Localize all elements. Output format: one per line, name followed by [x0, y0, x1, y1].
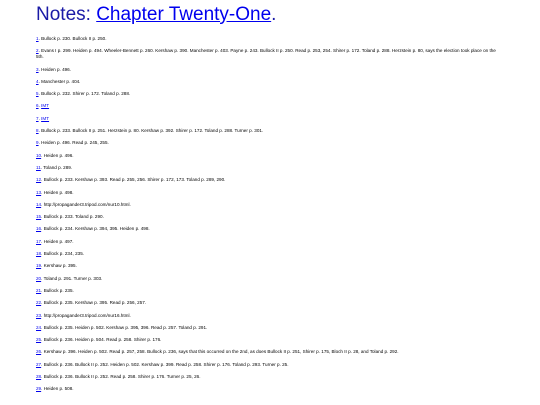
page-title [36, 4, 504, 26]
note-number-link[interactable]: 22 [36, 300, 42, 306]
note-item: 23. http://propagander3.tripod.com/nur16.html. [36, 312, 131, 318]
note-item: 12. Bullock p. 233. Kershaw p. 393. Read p. 255, 256. Shirer p. 172, 173. Toland p. 289, 290. [36, 177, 226, 183]
note-number-link[interactable]: 12 [36, 177, 42, 183]
note-item: 7. IMT [36, 115, 50, 121]
note-number-link[interactable]: 14 [36, 201, 42, 207]
note-text: Kershaw p. 395. [43, 263, 77, 269]
note-text: Bullock p. 235. Heiden p. 502. Kershaw p. 395, 396. Read p. 257. Toland p. 291. [43, 324, 208, 330]
note-text: Heiden p. 508. [43, 386, 74, 392]
note-item: 10. Heiden p. 496. [36, 152, 74, 158]
note-item: 24. Bullock p. 235. Heiden p. 502. Kershaw p. 395, 396. Read p. 257. Toland p. 291. [36, 324, 208, 330]
note-item: 22. Bullock p. 235. Kershaw p. 395. Read p. 256, 257. [36, 300, 147, 306]
note-item: 27. Bullock p. 236. Bullock II p. 252. Heiden p. 502. Kershaw p. 399. Read p. 258. Shirer p. 176. Toland p. 293. Turner p. 25. [36, 361, 289, 367]
note-text: Toland p. 291. Turner p. 303. [43, 275, 103, 281]
note-text: Bullock p. 232. Shirer p. 172. Toland p. 288. [41, 91, 131, 97]
note-item: 1. Bullock p. 230. Bullock II p. 250. [36, 36, 107, 41]
note-item: 11. Toland p. 289. [36, 164, 73, 170]
note-text: Bullock p. 233. Bullock II p. 251. Herzstein p. 80. Kershaw p. 392. Shirer p. 172. Toland p. 288. Turner p. 301. [41, 128, 264, 134]
note-text: Toland p. 289. [43, 164, 73, 170]
note-number-link[interactable]: 13 [36, 189, 42, 195]
note-number-link[interactable]: 10 [36, 152, 42, 158]
note-text: Bullock p. 234, 235. [43, 251, 85, 257]
note-text: Bullock p. 230. Bullock II p. 250. [41, 36, 107, 41]
note-item: 15. Bullock p. 233. Toland p. 290. [36, 214, 104, 220]
note-item: 26. Kershaw p. 396. Heiden p. 502. Read p. 257, 258. Bullock p. 236, says that this occurred on the 2nd, as does Bullock II p. 251, Shirer p. 175, Bloch II p. 28, and Toland p. 292. [36, 349, 399, 355]
note-number-link[interactable]: 17 [36, 238, 42, 244]
note-text: Kershaw p. 396. Heiden p. 502. Read p. 257, 258. Bullock p. 236, says that this occurred on the 2nd, as does Bullock II p. 251, Shirer p. 175, Bloch II p. 28, and Toland p. 292. [43, 349, 399, 355]
note-text: Heiden p. 498. [43, 189, 74, 195]
note-number-link[interactable]: 29 [36, 386, 42, 392]
note-text: Bullock p. 236. Bullock II p. 252. Read p. 258. Shirer p. 176. Turner p. 25, 26. [43, 374, 201, 380]
note-number-link[interactable]: 5 [36, 91, 39, 97]
note-text: http://propagander3.tripod.com/nur16.html. [43, 312, 131, 318]
note-number-link[interactable]: 21 [36, 287, 42, 293]
note-number-link[interactable]: 8 [36, 128, 39, 134]
note-item: 20. Toland p. 291. Turner p. 303. [36, 275, 103, 281]
note-number-link[interactable]: 6 [36, 103, 39, 109]
note-source-link[interactable]: IMT [41, 115, 50, 121]
note-number-link[interactable]: 26 [36, 349, 42, 355]
note-number-link[interactable]: 15 [36, 214, 42, 220]
note-item: 9. Heiden p. 496. Read p. 245, 255. [36, 140, 109, 146]
note-text: Bullock p. 236. Bullock II p. 252. Heiden p. 502. Kershaw p. 399. Read p. 258. Shirer p. 176. Toland p. 293. Turner p. 25. [43, 361, 289, 367]
note-number-link[interactable]: 7 [36, 115, 39, 121]
note-item: 19. Kershaw p. 395. [36, 263, 77, 269]
note-item: 6. IMT [36, 103, 50, 109]
note-item: 5. Bullock p. 232. Shirer p. 172. Toland p. 288. [36, 91, 131, 97]
note-number-link[interactable]: 16 [36, 226, 42, 232]
note-number-link[interactable]: 9 [36, 140, 39, 146]
note-item: 3. Heiden p. 496. [36, 66, 72, 72]
note-number-link[interactable]: 19 [36, 263, 42, 269]
note-item: 29. Heiden p. 508. [36, 386, 74, 392]
note-item: 8. Bullock p. 233. Bullock II p. 251. Herzstein p. 80. Kershaw p. 392. Shirer p. 172. Toland p. 288. Turner p. 301. [36, 128, 264, 134]
note-item: 16. Bullock p. 234. Kershaw p. 394, 395. Heiden p. 498. [36, 226, 150, 232]
note-number-link[interactable]: 11 [36, 164, 41, 170]
note-text: Bullock p. 234. Kershaw p. 394, 395. Heiden p. 498. [43, 226, 150, 232]
note-item: 14. http://propagander3.tripod.com/nur10.html. [36, 201, 131, 207]
note-text: Evans I p. 299. Heiden p. 494. Wheeler-Bennett p. 260. Kershaw p. 390. Manchester p. 403. Payne p. 243. Bullock II p. 250. Read p. 253, 254. Shirer p. 172. Toland p. 288. Herzstein p. 80, says the election took place on the 5th. [36, 48, 496, 60]
note-text: Bullock p. 236. Heiden p. 504. Read p. 258. Shirer p. 176. [43, 337, 162, 343]
note-number-link[interactable]: 1 [36, 36, 39, 41]
note-number-link[interactable]: 3 [36, 66, 39, 72]
note-number-link[interactable]: 28 [36, 374, 42, 380]
note-text: Bullock p. 233. Kershaw p. 393. Read p. 255, 256. Shirer p. 172, 173. Toland p. 289, 290. [43, 177, 226, 183]
note-text: Bullock p. 235. Kershaw p. 395. Read p. 256, 257. [43, 300, 147, 306]
note-number-link[interactable]: 27 [36, 361, 42, 367]
note-item: 28. Bullock p. 236. Bullock II p. 252. Read p. 258. Shirer p. 176. Turner p. 25, 26. [36, 374, 201, 380]
note-item: 21. Bullock p. 235. [36, 287, 74, 293]
note-number-link[interactable]: 24 [36, 324, 42, 330]
note-text: Heiden p. 497. [43, 238, 74, 244]
note-text: http://propagander3.tripod.com/nur10.html. [43, 201, 131, 207]
note-item: 18. Bullock p. 234, 235. [36, 251, 85, 257]
note-text: Heiden p. 496. [41, 66, 72, 72]
note-number-link[interactable]: 2 [36, 48, 39, 54]
title-prefix: Notes: [36, 4, 97, 25]
note-text: Manchester p. 404. [41, 78, 81, 84]
note-text: Heiden p. 496. Read p. 245, 255. [41, 140, 109, 146]
note-number-link[interactable]: 25 [36, 337, 42, 343]
note-text: Bullock p. 233. Toland p. 290. [43, 214, 104, 220]
note-number-link[interactable]: 23 [36, 312, 42, 318]
note-number-link[interactable]: 18 [36, 251, 42, 257]
note-item: 13. Heiden p. 498. [36, 189, 74, 195]
note-item: 17. Heiden p. 497. [36, 238, 74, 244]
note-item: 2. Evans I p. 299. Heiden p. 494. Wheeler-Bennett p. 260. Kershaw p. 390. Manchester p. 403. Payne p. 243. Bullock II p. 250. Read p. 253, 254. Shirer p. 172. Toland p. 288. Herzstein p. 80, says the election took place on the 5th. [36, 48, 496, 60]
note-item: 25. Bullock p. 236. Heiden p. 504. Read p. 258. Shirer p. 176. [36, 337, 162, 343]
note-source-link[interactable]: IMT [41, 103, 50, 109]
chapter-link[interactable]: Chapter Twenty-One [96, 4, 272, 25]
note-number-link[interactable]: 20 [36, 275, 42, 281]
note-text: Bullock p. 235. [43, 287, 74, 293]
note-text: Heiden p. 496. [43, 152, 74, 158]
title-suffix: . [271, 4, 277, 25]
note-number-link[interactable]: 4 [36, 78, 39, 84]
notes-list [36, 36, 504, 392]
note-item: 4. Manchester p. 404. [36, 78, 81, 84]
